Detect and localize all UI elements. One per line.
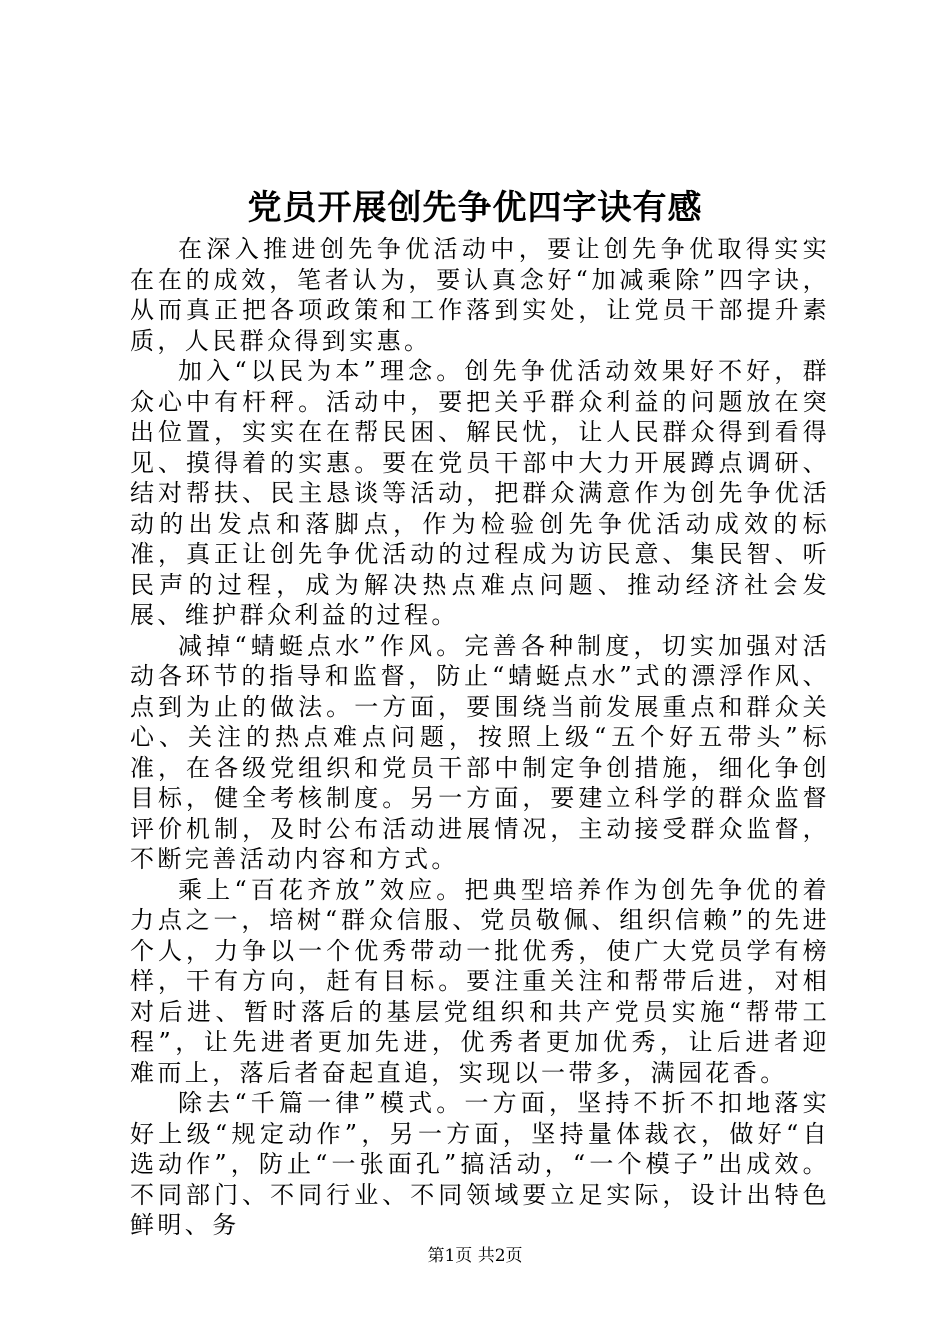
paragraph-multiplication: 乘上“百花齐放”效应。把典型培养作为创先争优的着力点之一，培树“群众信服、党员敬佩、组织信赖”的先进个人，力争以一个优秀带动一批优秀，使广大党员学有榜样，干有方向，赶有目标。要注重关注和帮带后进，对相对后进、暂时落后的基层党组织和共产党员实施“帮带工程”，让先进者更加先进，优秀者更加优秀，让后进者迎难而上，落后者奋起直追，实现以一带多，满园花香。 [130, 875, 830, 1087]
paragraph-intro: 在深入推进创先争优活动中，要让创先争优取得实实在在的成效，笔者认为，要认真念好“加减乘除”四字诀，从而真正把各项政策和工作落到实处，让党员干部提升素质，人民群众得到实惠。 [130, 235, 830, 355]
document-body [130, 234, 830, 1241]
paragraph-subtraction: 减掉“蜻蜓点水”作风。完善各种制度，切实加强对活动各环节的指导和监督，防止“蜻蜓点水”式的漂浮作风、点到为止的做法。一方面，要围绕当前发展重点和群众关心、关注的热点难点问题，按照上级“五个好五带头”标准，在各级党组织和党员干部中制定争创措施，细化争创目标，健全考核制度。另一方面，要建立科学的群众监督评价机制，及时公布活动进展情况，主动接受群众监督，不断完善活动内容和方式。 [130, 631, 830, 873]
paragraph-addition: 加入“以民为本”理念。创先争优活动效果好不好，群众心中有杆秤。活动中，要把关乎群众利益的问题放在突出位置，实实在在帮民困、解民忧，让人民群众得到看得见、摸得着的实惠。要在党员干部中大力开展蹲点调研、结对帮扶、民主恳谈等活动，把群众满意作为创先争优活动的出发点和落脚点，作为检验创先争优活动成效的标准，真正让创先争优活动的过程成为访民意、集民智、听民声的过程，成为解决热点难点问题、推动经济社会发展、维护群众利益的过程。 [130, 357, 830, 629]
paragraph-division: 除去“千篇一律”模式。一方面，坚持不折不扣地落实好上级“规定动作”，另一方面，坚持量体裁衣，做好“自选动作”，防止“一张面孔”搞活动，“一个模子”出成效。不同部门、不同行业、不同领域要立足实际，设计出特色鲜明、务 [130, 1089, 830, 1239]
document-title: 党员开展创先争优四字诀有感 [247, 188, 703, 228]
page-number-footer: 第1页 共2页 [427, 1246, 523, 1266]
